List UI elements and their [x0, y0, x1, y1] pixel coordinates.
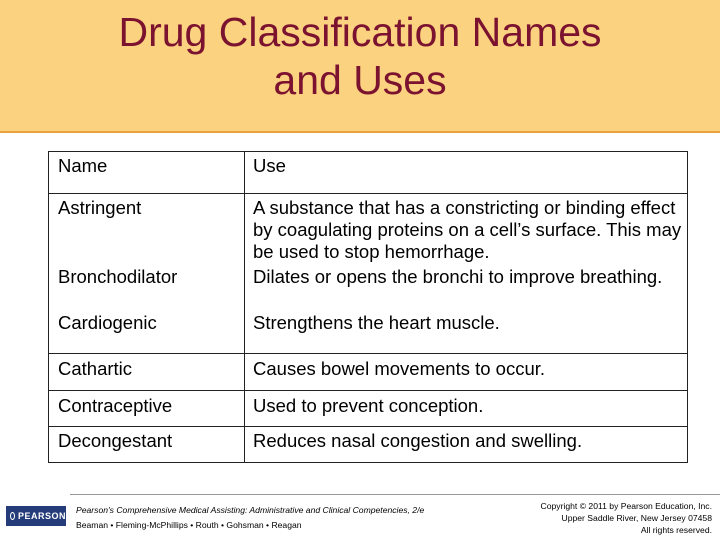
- drug-name-cell: Contraceptive: [49, 391, 245, 426]
- drug-name-cell: Cardiogenic: [49, 312, 245, 353]
- slide-title-line-2: and Uses: [273, 57, 447, 103]
- drug-name-cell: Astringent: [49, 194, 245, 312]
- drug-use-cell: A substance that has a constricting or binding effect by coagulating proteins on a cell’s surface. This may be used to stop hemorrhage.: [253, 197, 682, 262]
- footer-authors: Beaman • Fleming-McPhillips • Routh • Gohsman • Reagan: [76, 520, 302, 530]
- footer-book-title: Pearson's Comprehensive Medical Assisting: Administrative and Clinical Competencies, 2/e: [76, 505, 425, 515]
- drug-classification-table: [48, 151, 688, 463]
- drug-name-cell: Cathartic: [49, 354, 245, 390]
- pearson-logo: [6, 506, 66, 526]
- header-use: Use: [253, 155, 286, 176]
- drug-use-cell: Causes bowel movements to occur.: [253, 358, 546, 379]
- drug-name-cell: Decongestant: [49, 427, 245, 463]
- footer-divider: [70, 494, 720, 495]
- table-row: [49, 391, 687, 427]
- table-row: [49, 194, 687, 312]
- table-row: [49, 354, 687, 391]
- pearson-logo-text: PEARSON: [17, 511, 66, 521]
- drug-use-cell: Strengthens the heart muscle.: [253, 312, 500, 333]
- pearson-logo-icon: [10, 512, 15, 520]
- copyright-line: Copyright © 2011 by Pearson Education, Inc.: [540, 501, 712, 511]
- table-row: [49, 427, 687, 463]
- table-header-row: [49, 152, 687, 194]
- drug-use-cell: Used to prevent conception.: [253, 395, 484, 416]
- drug-use-cell: Dilates or opens the bronchi to improve breathing.: [253, 266, 663, 287]
- footer-copyright: [452, 500, 712, 536]
- drug-use-cell: Reduces nasal congestion and swelling.: [253, 430, 583, 451]
- header-name: Name: [49, 152, 245, 193]
- copyright-line: Upper Saddle River, New Jersey 07458: [561, 513, 712, 523]
- copyright-line: All rights reserved.: [640, 525, 712, 535]
- slide-title-line-1: Drug Classification Names: [118, 9, 602, 55]
- table-row: [49, 312, 687, 354]
- drug-name-cell: Bronchodilator: [58, 266, 178, 287]
- title-band: [0, 0, 720, 133]
- slide-footer: [0, 488, 720, 540]
